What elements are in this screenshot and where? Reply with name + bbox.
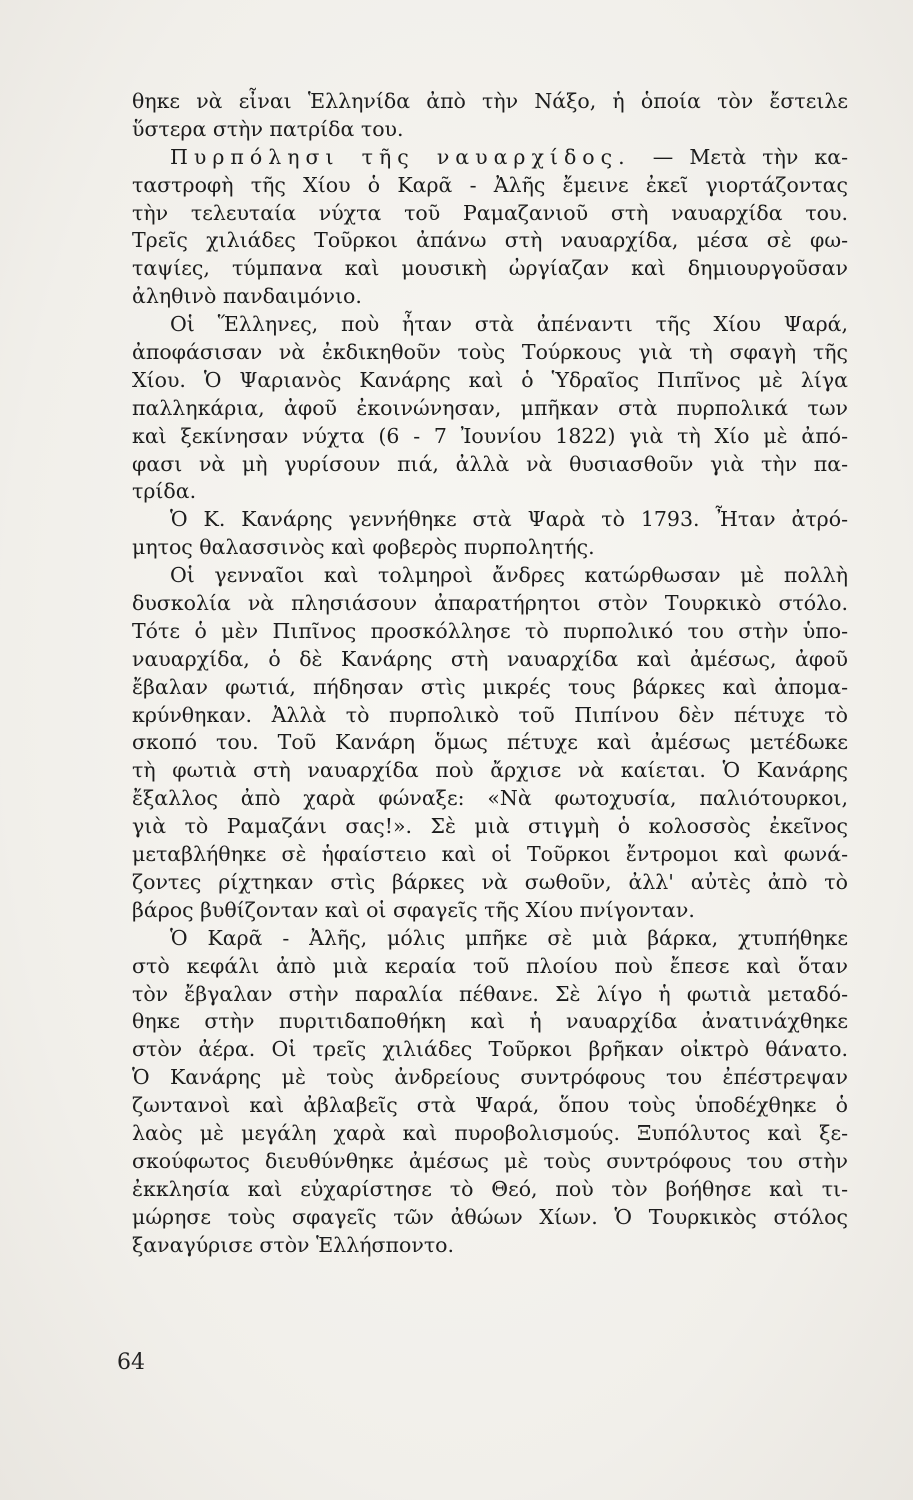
text-line: στὸ κεφάλι ἀπὸ μιὰ κεραία τοῦ πλοίου ποὺ ἔπεσε καὶ ὅταν	[132, 953, 848, 978]
text-line: Ὁ Καρᾶ - Ἀλῆς, μόλις μπῆκε σὲ μιὰ βάρκα, χτυπήθηκε	[170, 925, 848, 950]
text-line: λαὸς μὲ μεγάλη χαρὰ καὶ πυροβολισμούς. Ξυπόλυτος καὶ ξε-	[132, 1120, 848, 1145]
text-line: θηκε στὴν πυριτιδαποθήκη καὶ ἡ ναυαρχίδα ἀνατινάχθηκε	[132, 1009, 848, 1034]
text-line: Ὁ Κ. Κανάρης γεννήθηκε στὰ Ψαρὰ τὸ 1793. Ἦταν ἀτρό-	[170, 507, 848, 532]
section-heading-continuation: — Μετὰ τὴν κα-	[652, 144, 848, 169]
text-line: καὶ ξεκίνησαν νύχτα (6 - 7 Ἰουνίου 1822) γιὰ τὴ Χίο μὲ ἀπό-	[132, 423, 848, 448]
text-line: σκούφωτος διευθύνθηκε ἀμέσως μὲ τοὺς συντρόφους του στὴν	[132, 1148, 848, 1173]
text-line: στὸν ἀέρα. Οἱ τρεῖς χιλιάδες Τοῦρκοι βρῆκαν οἰκτρὸ θάνατο.	[132, 1037, 848, 1062]
text-line: ζοντες ρίχτηκαν στὶς βάρκες νὰ σωθοῦν, ἀλλ' αὐτὲς ἀπὸ τὸ	[132, 869, 848, 894]
page-number: 64	[117, 1350, 145, 1375]
text-line: ἔβαλαν φωτιά, πήδησαν στὶς μικρές τους βάρκες καὶ ἀπομα-	[132, 674, 848, 699]
body-text	[132, 88, 848, 1259]
text-line: ὕστερα στὴν πατρίδα του.	[132, 116, 404, 141]
text-line: τὴν τελευταία νύχτα τοῦ Ραμαζανιοῦ στὴ ναυαρχίδα του.	[132, 200, 848, 225]
text-line	[132, 144, 848, 172]
text-line: θηκε νὰ εἶναι Ἑλληνίδα ἀπὸ τὴν Νάξο, ἡ ὁποία τὸν ἔστειλε	[132, 89, 848, 113]
text-line: ζωντανοὶ καὶ ἀβλαβεῖς στὰ Ψαρά, ὅπου τοὺς ὑποδέχθηκε ὁ	[132, 1093, 848, 1118]
text-line: Οἱ Ἕλληνες, ποὺ ἦταν στὰ ἀπέναντι τῆς Χίου Ψαρά,	[170, 312, 848, 337]
text-line: τρίδα.	[132, 479, 197, 504]
text-line: ἀποφάσισαν νὰ ἐκδικηθοῦν τοὺς Τούρκους γιὰ τὴ σφαγὴ τῆς	[132, 340, 848, 365]
text-line: μώρησε τοὺς σφαγεῖς τῶν ἀθώων Χίων. Ὁ Τουρκικὸς στόλος	[132, 1204, 848, 1229]
text-line: Ὁ Κανάρης μὲ τοὺς ἀνδρείους συντρόφους του ἐπέστρεψαν	[132, 1065, 848, 1090]
text-line: κρύνθηκαν. Ἀλλὰ τὸ πυρπολικὸ τοῦ Πιπίνου δὲν πέτυχε τὸ	[132, 702, 848, 727]
text-line: ἐκκλησία καὶ εὐχαρίστησε τὸ Θεό, ποὺ τὸν βοήθησε καὶ τι-	[132, 1176, 848, 1201]
text-line: γιὰ τὸ Ραμαζάνι σας!». Σὲ μιὰ στιγμὴ ὁ κολοσσὸς ἐκεῖνος	[132, 814, 848, 839]
text-line: παλληκάρια, ἀφοῦ ἐκοινώνησαν, μπῆκαν στὰ πυρπολικά των	[132, 395, 848, 420]
text-line: τὴ φωτιὰ στὴ ναυαρχίδα ποὺ ἄρχισε νὰ καίεται. Ὁ Κανάρης	[132, 758, 848, 783]
text-line: σκοπό του. Τοῦ Κανάρη ὅμως πέτυχε καὶ ἀμέσως μετέδωκε	[132, 730, 848, 755]
text-line: ταστροφὴ τῆς Χίου ὁ Καρᾶ - Ἀλῆς ἔμεινε ἐκεῖ γιορτάζοντας	[132, 172, 848, 197]
text-line: Οἱ γενναῖοι καὶ τολμηροὶ ἄνδρες κατώρθωσαν μὲ πολλὴ	[170, 563, 848, 588]
text-line: μεταβλήθηκε σὲ ἡφαίστειο καὶ οἱ Τοῦρκοι ἔντρομοι καὶ φωνά-	[132, 842, 848, 867]
text-line: Χίου. Ὁ Ψαριανὸς Κανάρης καὶ ὁ Ὑδραῖος Πιπῖνος μὲ λίγα	[132, 367, 848, 392]
text-line: ναυαρχίδα, ὁ δὲ Κανάρης στὴ ναυαρχίδα καὶ ἀμέσως, ἀφοῦ	[132, 646, 848, 671]
text-line: ἀληθινὸ πανδαιμόνιο.	[132, 284, 362, 309]
text-line: Τότε ὁ μὲν Πιπῖνος προσκόλλησε τὸ πυρπολικό του στὴν ὑπο-	[132, 618, 848, 643]
text-line: ξαναγύρισε στὸν Ἑλλήσποντο.	[132, 1232, 455, 1257]
text-line: τὸν ἔβγαλαν στὴν παραλία πέθανε. Σὲ λίγο ἡ φωτιὰ μεταδό-	[132, 981, 848, 1006]
text-line: μητος θαλασσινὸς καὶ φοβερὸς πυρπολητής.	[132, 535, 595, 560]
text-line: φασι νὰ μὴ γυρίσουν πιά, ἀλλὰ νὰ θυσιασθοῦν γιὰ τὴν πα-	[132, 451, 848, 476]
text-line: ἔξαλλος ἀπὸ χαρὰ φώναξε: «Νὰ φωτοχυσία, παλιότουρκοι,	[132, 786, 848, 811]
text-line: βάρος βυθίζονταν καὶ οἱ σφαγεῖς τῆς Χίου πνίγονταν.	[132, 897, 695, 922]
section-heading: Πυρπόλησι τῆς ναυαρχίδος.	[170, 144, 653, 169]
text-line: δυσκολία νὰ πλησιάσουν ἀπαρατήρητοι στὸν Τουρκικὸ στόλο.	[132, 591, 848, 616]
text-line: Τρεῖς χιλιάδες Τοῦρκοι ἀπάνω στὴ ναυαρχίδα, μέσα σὲ φω-	[132, 228, 848, 253]
text-line: ταψίες, τύμπανα καὶ μουσικὴ ὠργίαζαν καὶ δημιουργοῦσαν	[132, 256, 848, 281]
